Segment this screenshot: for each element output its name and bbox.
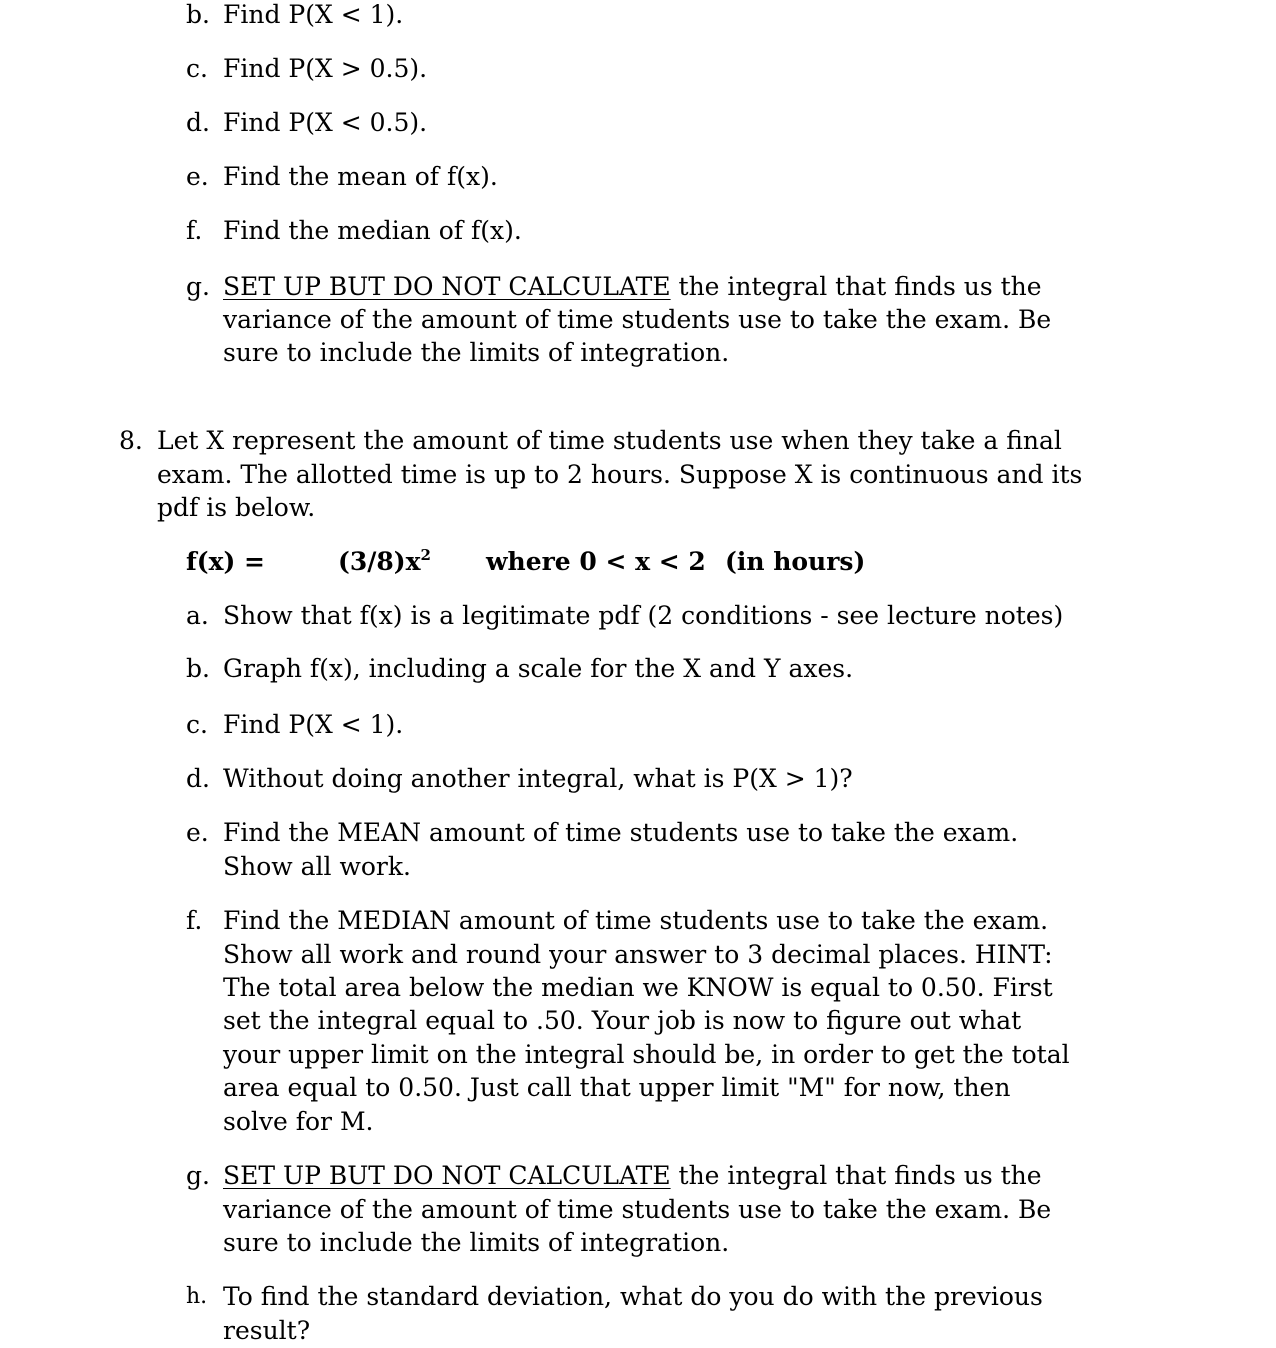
part-g-line-3: sure to include the limits of integration. <box>223 1228 730 1257</box>
question-8-line-3: pdf is below. <box>157 493 316 522</box>
part-g-line-1-rest: the integral that finds us the <box>670 1161 1042 1190</box>
prev-part-c-label: c. <box>186 54 208 83</box>
prev-part-d-text: Find P(X < 0.5). <box>223 108 428 137</box>
part-g-emphasis: SET UP BUT DO NOT CALCULATE <box>223 1161 671 1190</box>
part-f-line-1: Find the MEDIAN amount of time students use to take the exam. <box>223 906 1049 935</box>
prev-part-f-text: Find the median of f(x). <box>223 216 522 245</box>
part-g-line-1 <box>223 1159 1042 1193</box>
part-g-line-2: variance of the amount of time students use to take the exam. Be <box>223 1195 1052 1224</box>
part-g-label: g. <box>186 1161 210 1190</box>
prev-part-g-line-1-rest: the integral that finds us the <box>670 272 1042 301</box>
pdf-units: (in hours) <box>725 547 866 576</box>
question-8-line-2: exam. The allotted time is up to 2 hours. Suppose X is continuous and its <box>157 460 1083 489</box>
part-f-line-5: your upper limit on the integral should be, in order to get the total <box>223 1040 1070 1069</box>
part-f-line-6: area equal to 0.50. Just call that upper limit "M" for now, then <box>223 1073 1011 1102</box>
part-a-label: a. <box>186 601 209 630</box>
pdf-lhs: f(x) = <box>186 547 265 576</box>
pdf-exponent: 2 <box>420 546 431 564</box>
part-e-line-2: Show all work. <box>223 852 411 881</box>
part-f-line-4: set the integral equal to .50. Your job is now to figure out what <box>223 1006 1022 1035</box>
part-f-line-7: solve for M. <box>223 1107 374 1136</box>
question-8-number: 8. <box>119 426 143 455</box>
part-d-label: d. <box>186 764 210 793</box>
question-8-line-1: Let X represent the amount of time students use when they take a final <box>157 426 1062 455</box>
part-f-label: f. <box>186 906 203 935</box>
prev-part-g-line-1 <box>223 270 1042 304</box>
prev-part-c-text: Find P(X > 0.5). <box>223 54 428 83</box>
part-d-text: Without doing another integral, what is P(X > 1)? <box>223 764 853 793</box>
prev-part-f-label: f. <box>186 216 203 245</box>
part-h-line-1: To find the standard deviation, what do you do with the previous <box>223 1282 1043 1311</box>
part-b-label: b. <box>186 654 210 683</box>
part-a-text: Show that f(x) is a legitimate pdf (2 conditions - see lecture notes) <box>223 601 1064 630</box>
prev-part-g-line-3: sure to include the limits of integration. <box>223 338 730 367</box>
part-f-line-2: Show all work and round your answer to 3 decimal places. HINT: <box>223 940 1053 969</box>
pdf-expression-base: (3/8)x <box>338 547 421 576</box>
prev-part-b-label: b. <box>186 0 210 29</box>
pdf-expression <box>338 545 431 579</box>
part-f-line-3: The total area below the median we KNOW is equal to 0.50. First <box>223 973 1053 1002</box>
prev-part-e-label: e. <box>186 162 209 191</box>
part-c-label: c. <box>186 710 208 739</box>
pdf-condition: where 0 < x < 2 <box>486 547 706 576</box>
part-b-text: Graph f(x), including a scale for the X and Y axes. <box>223 654 854 683</box>
part-c-text: Find P(X < 1). <box>223 710 404 739</box>
prev-part-e-text: Find the mean of f(x). <box>223 162 498 191</box>
part-h-label: h. <box>186 1284 208 1309</box>
prev-part-b-text: Find P(X < 1). <box>223 0 404 29</box>
prev-part-d-label: d. <box>186 108 210 137</box>
prev-part-g-label: g. <box>186 272 210 301</box>
part-h-line-2: result? <box>223 1316 311 1345</box>
part-e-label: e. <box>186 818 209 847</box>
prev-part-g-line-2: variance of the amount of time students use to take the exam. Be <box>223 305 1052 334</box>
prev-part-g-emphasis: SET UP BUT DO NOT CALCULATE <box>223 272 671 301</box>
part-e-line-1: Find the MEAN amount of time students use to take the exam. <box>223 818 1019 847</box>
